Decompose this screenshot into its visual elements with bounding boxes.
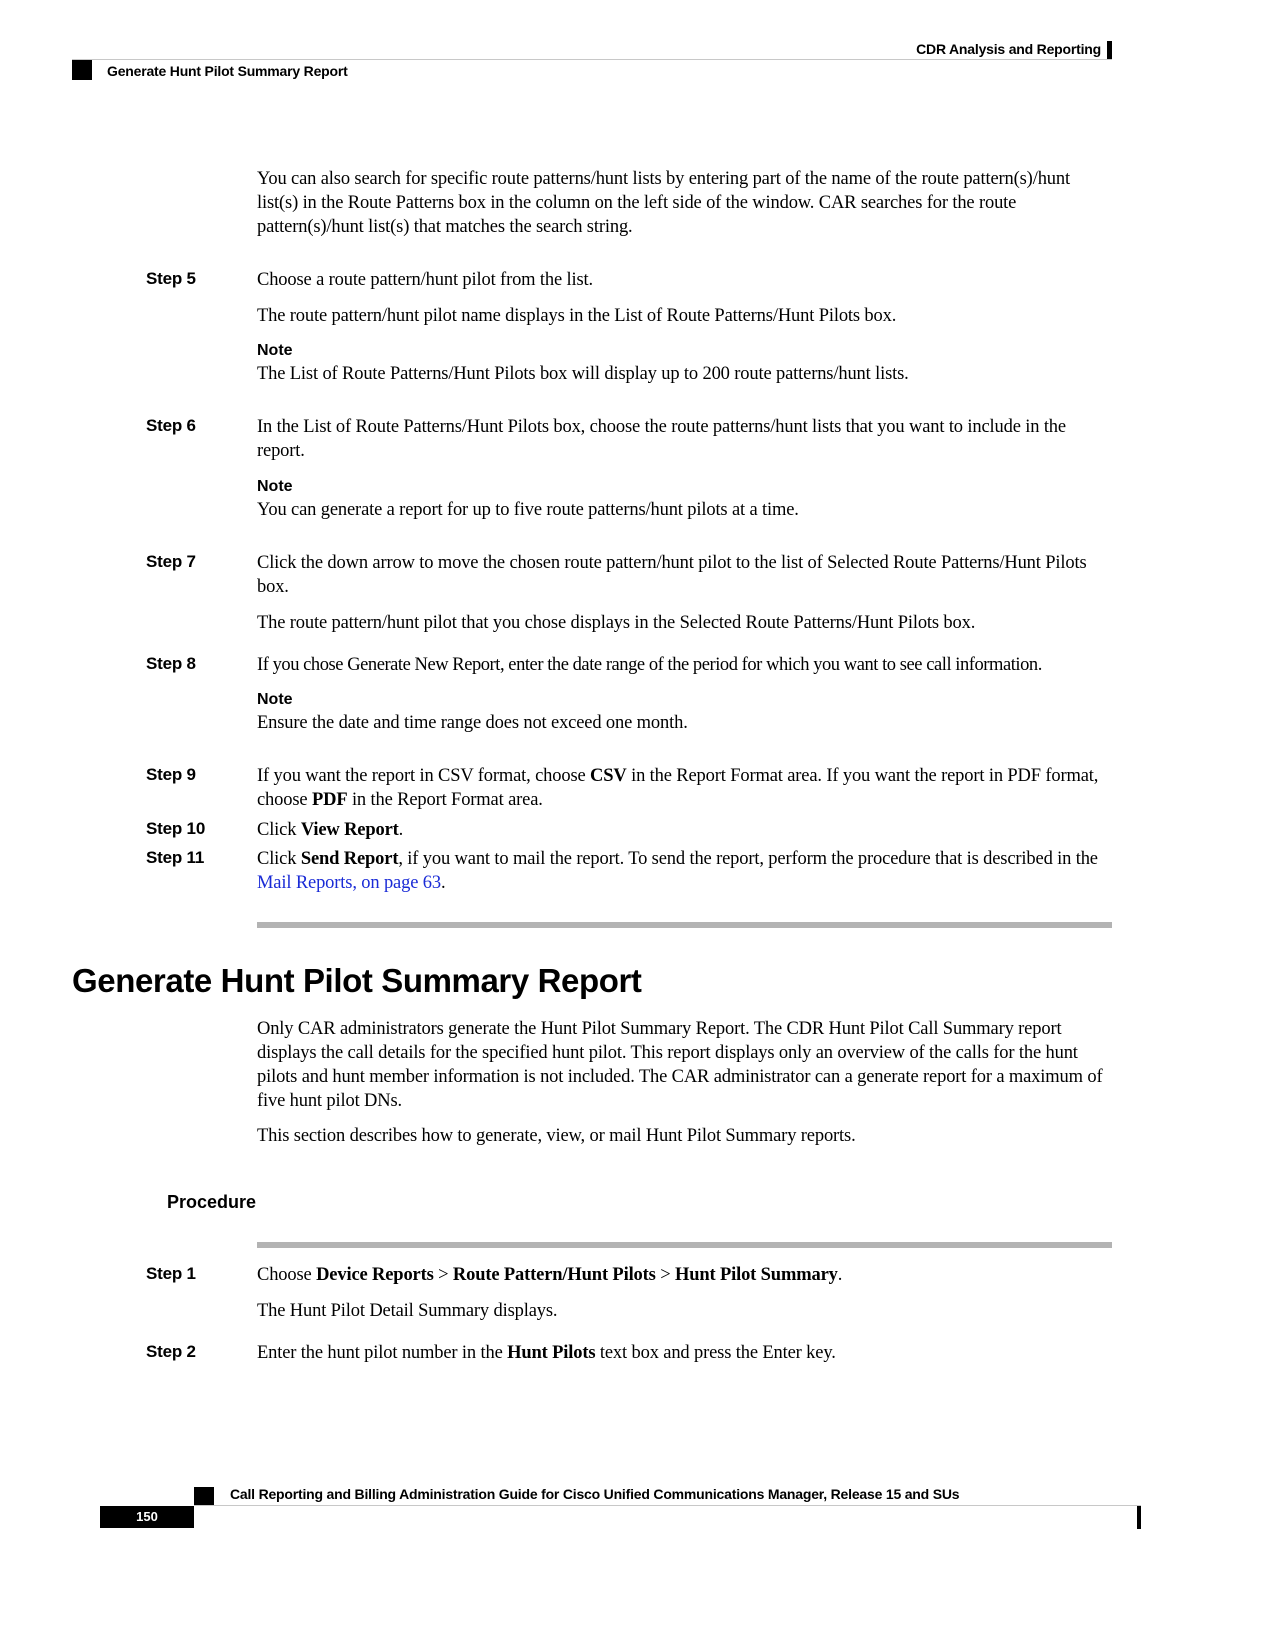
- header-bar: [1107, 41, 1112, 60]
- chapter-title: CDR Analysis and Reporting: [916, 41, 1101, 57]
- footer-square: [194, 1487, 214, 1505]
- procedure-step-2-text: Enter the hunt pilot number in the Hunt Pilots text box and press the Enter key.: [257, 1343, 836, 1363]
- step-7-detail: The route pattern/hunt pilot that you chose displays in the Selected Route Patterns/Hunt Pilots box.: [257, 613, 976, 633]
- step-5-text: Choose a route pattern/hunt pilot from the list.: [257, 270, 594, 290]
- section-paragraph-2: This section describes how to generate, view, or mail Hunt Pilot Summary reports.: [257, 1126, 856, 1146]
- step-9-text: If you want the report in CSV format, choose CSV in the Report Format area. If you want the report in PDF format, choose PDF in the Report Format area.: [257, 766, 1099, 810]
- footer-rule: [194, 1505, 1141, 1506]
- step-10-label: Step 10: [146, 819, 206, 838]
- step-8-text: If you chose Generate New Report, enter the date range of the period for which you want to see call information.: [257, 655, 1042, 675]
- step-8-note: Ensure the date and time range does not exceed one month.: [257, 713, 688, 733]
- note-label: Note: [257, 342, 293, 359]
- mail-reports-link[interactable]: Mail Reports, on page 63: [257, 873, 441, 893]
- footer-bar: [1137, 1506, 1141, 1529]
- step-5-detail: The route pattern/hunt pilot name displays in the List of Route Patterns/Hunt Pilots box.: [257, 306, 897, 326]
- procedure-step-1-detail: The Hunt Pilot Detail Summary displays.: [257, 1301, 558, 1321]
- step-6-label: Step 6: [146, 416, 196, 435]
- step-8-label: Step 8: [146, 654, 196, 673]
- section-paragraph-1: Only CAR administrators generate the Hunt Pilot Summary Report. The CDR Hunt Pilot Call Summary report displays the call details for the specified hunt pilot. This report displays only an overview of the calls for the hunt pilots and hunt member information is not included. The CAR administrator can a generate report for a maximum of five hunt pilot DNs.: [257, 1019, 1103, 1111]
- intro-paragraph: You can also search for specific route patterns/hunt lists by entering part of the name of the route pattern(s)/hunt list(s) in the Route Patterns box in the column on the left side of the window. CAR searches for the route pattern(s)/hunt list(s) that matches the search string.: [257, 169, 1070, 237]
- step-10-text: Click View Report.: [257, 820, 404, 840]
- section-heading: Generate Hunt Pilot Summary Report: [72, 962, 642, 999]
- note-label: Note: [257, 478, 293, 495]
- step-7-text: Click the down arrow to move the chosen route pattern/hunt pilot to the list of Selected Route Patterns/Hunt Pilots box.: [257, 553, 1087, 597]
- step-11-text: Click Send Report, if you want to mail the report. To send the report, perform the procedure that is described in the Mail Reports, on page 63.: [257, 849, 1098, 893]
- page-number: 150: [100, 1506, 194, 1528]
- procedure-step-1-label: Step 1: [146, 1264, 196, 1283]
- procedure-heading: Procedure: [167, 1192, 257, 1212]
- step-6-text: In the List of Route Patterns/Hunt Pilots box, choose the route patterns/hunt lists that you want to include in the report.: [257, 417, 1066, 461]
- header-rule: [72, 59, 1112, 60]
- procedure-rule: [257, 1242, 1112, 1248]
- procedure-step-2-label: Step 2: [146, 1342, 196, 1361]
- section-running-title: Generate Hunt Pilot Summary Report: [107, 63, 348, 79]
- end-of-procedure-rule: [257, 922, 1112, 928]
- step-9-label: Step 9: [146, 765, 196, 784]
- step-6-note: You can generate a report for up to five route patterns/hunt pilots at a time.: [257, 500, 799, 520]
- step-5-note: The List of Route Patterns/Hunt Pilots box will display up to 200 route patterns/hunt lists.: [257, 364, 909, 384]
- procedure-step-1-text: Choose Device Reports > Route Pattern/Hunt Pilots > Hunt Pilot Summary.: [257, 1265, 843, 1285]
- header-square: [72, 60, 92, 80]
- book-title: Call Reporting and Billing Administration Guide for Cisco Unified Communications Manager, Release 15 and SUs: [230, 1486, 960, 1502]
- step-5-label: Step 5: [146, 269, 196, 288]
- step-7-label: Step 7: [146, 552, 196, 571]
- note-label: Note: [257, 691, 293, 708]
- step-11-label: Step 11: [146, 848, 205, 867]
